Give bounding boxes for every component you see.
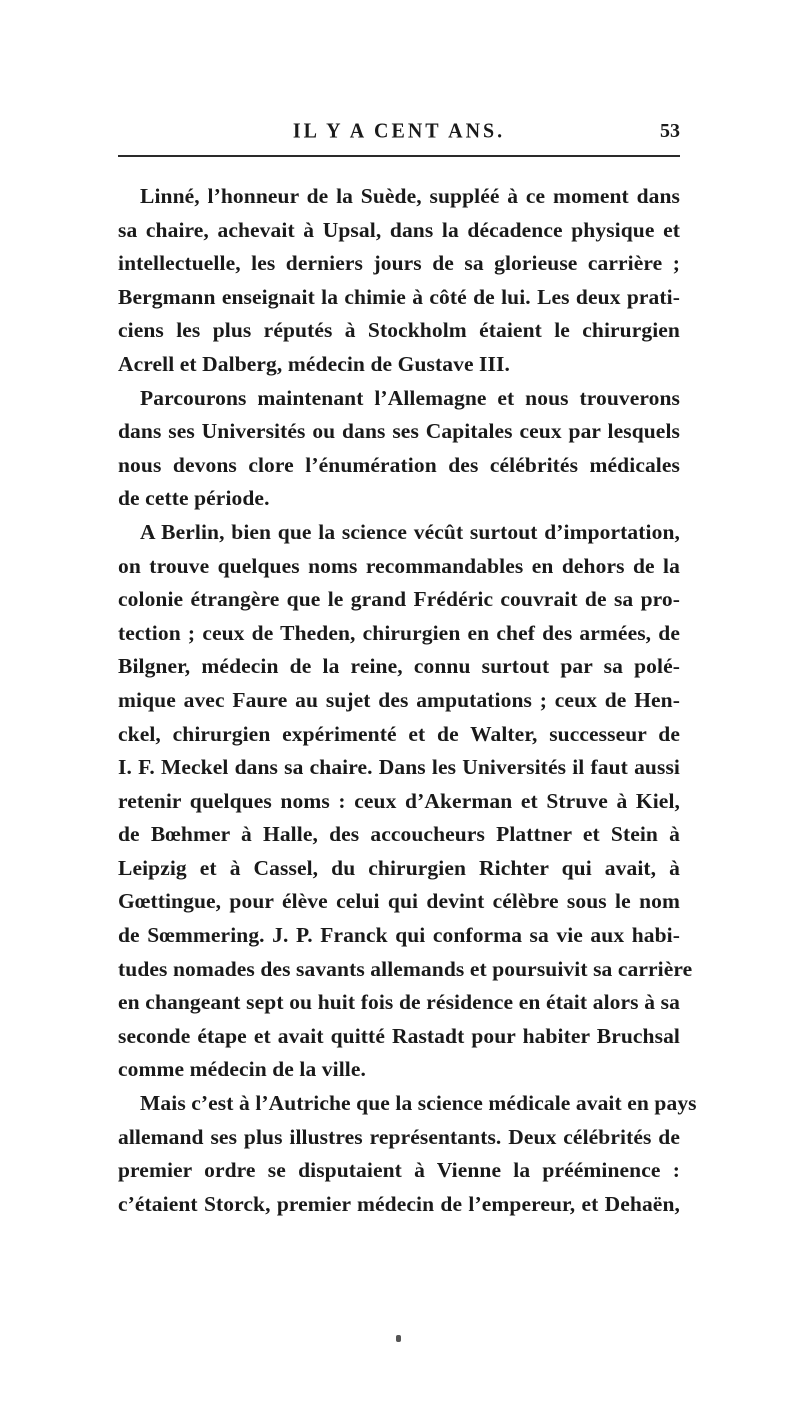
text-line: sa chaire, achevait à Upsal, dans la décadence physique et (118, 217, 680, 242)
text-line: A Berlin, bien que la science vécût surtout d’importation, (140, 519, 680, 544)
text-line: colonie étrangère que le grand Frédéric couvrait de sa pro- (118, 587, 680, 612)
body-text (118, 180, 697, 1221)
text-line: tudes nomades des savants allemands et poursuivit sa carrière (118, 956, 693, 981)
text-line: en changeant sept ou huit fois de résidence en était alors à sa (118, 990, 680, 1015)
text-line: allemand ses plus illustres représentants. Deux célébrités de (118, 1124, 680, 1149)
text-line: c’étaient Storck, premier médecin de l’empereur, et Dehaën, (118, 1191, 680, 1216)
text-line: Acrell et Dalberg, médecin de Gustave III. (118, 351, 510, 376)
text-line: ckel, chirurgien expérimenté et de Walter, successeur de (118, 721, 680, 746)
header-rule (118, 155, 680, 157)
page-number: 53 (660, 120, 680, 142)
text-line: mique avec Faure au sujet des amputations ; ceux de Hen- (118, 687, 680, 712)
running-title: IL Y A CENT ANS. (292, 119, 506, 143)
text-line: dans ses Universités ou dans ses Capitales ceux par lesquels (118, 419, 680, 444)
text-line: Leipzig et à Cassel, du chirurgien Richter qui avait, à (118, 855, 680, 880)
text-line: ciens les plus réputés à Stockholm étaient le chirurgien (118, 318, 680, 343)
text-line: Parcourons maintenant l’Allemagne et nous trouverons (140, 385, 680, 410)
text-line: on trouve quelques noms recommandables en dehors de la (118, 553, 680, 578)
text-line: Gœttingue, pour élève celui qui devint célèbre sous le nom (118, 889, 680, 914)
text-line: Bergmann enseignait la chimie à côté de lui. Les deux prati- (118, 284, 680, 309)
text-line: Linné, l’honneur de la Suède, suppléé à ce moment dans (140, 184, 680, 208)
text-line: nous devons clore l’énumération des célébrités médicales (118, 452, 680, 477)
text-line: I. F. Meckel dans sa chaire. Dans les Universités il faut aussi (118, 755, 680, 780)
text-line: de cette période. (118, 486, 270, 511)
running-head (118, 118, 680, 148)
text-line: de Bœhmer à Halle, des accoucheurs Plattner et Stein à (118, 822, 680, 847)
text-line: de Sœmmering. J. P. Franck qui conforma sa vie aux habi- (118, 923, 680, 948)
text-line: tection ; ceux de Theden, chirurgien en chef des armées, de (118, 620, 680, 645)
text-line: intellectuelle, les derniers jours de sa glorieuse carrière ; (118, 251, 680, 276)
text-line: seconde étape et avait quitté Rastadt pour habiter Bruchsal (118, 1023, 680, 1048)
text-line: Mais c’est à l’Autriche que la science médicale avait en pays (140, 1091, 697, 1116)
text-line: retenir quelques noms : ceux d’Akerman et Struve à Kiel, (118, 788, 680, 813)
text-line: premier ordre se disputaient à Vienne la prééminence : (118, 1158, 680, 1183)
text-line: Bilgner, médecin de la reine, connu surtout par sa polé- (118, 654, 680, 679)
text-line: comme médecin de la ville. (118, 1057, 366, 1082)
ink-speck (396, 1335, 401, 1342)
